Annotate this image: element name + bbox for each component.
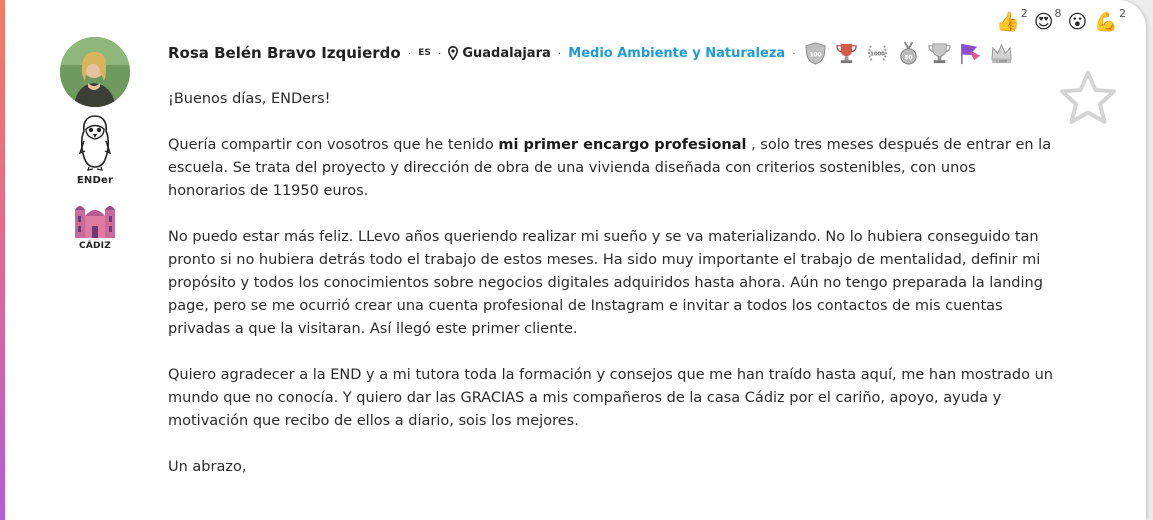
house-label: CÁDIZ — [79, 241, 111, 251]
reaction-heart-eyes[interactable] — [1033, 7, 1062, 34]
medal-list — [803, 41, 1014, 66]
svg-text:80: 80 — [904, 54, 913, 61]
flexed-biceps-icon: 💪 — [1094, 11, 1118, 33]
author-name[interactable]: Rosa Belén Bravo Izquierdo — [168, 44, 401, 62]
separator: · — [407, 46, 412, 60]
reaction-thumbs-up[interactable] — [996, 7, 1028, 34]
reaction-surprised[interactable] — [1068, 10, 1089, 34]
heart-eyes-icon: 😍 — [1033, 11, 1054, 33]
1000-laurel-icon[interactable] — [865, 41, 890, 66]
closing: Un abrazo, — [168, 459, 247, 475]
penguin-icon — [78, 113, 112, 171]
reaction-count: 8 — [1054, 7, 1062, 20]
medal-number-icon[interactable] — [896, 41, 921, 66]
paragraph-2: No puedo estar más feliz. LLevo años queriendo realizar mi sueño y se va materializando. No lo hubiera conseguido tan pronto si no hubiera detrás todo el trabajo de estos meses. Ha sido muy importante el trabajo de mentalidad, definir mi propósito y todos los conocimientos sobre negocios digitales adquiridos hasta ahora. Aún no tengo preparada la landing page, pero se me ocurrió crear una cuenta profesional de Instagram e invitar a todos los contactos de mis cuentas privadas a que la visitaran. Así llegó este primer cliente. — [168, 229, 1043, 337]
surprised-icon: 😮 — [1067, 11, 1088, 33]
category-link[interactable]: Medio Ambiente y Naturaleza — [568, 45, 786, 61]
100-shield-icon[interactable] — [803, 41, 828, 66]
paragraph-3: Quiero agradecer a la END y a mi tutora toda la formación y consejos que me han traído hasta aquí, me han mostrado un mundo que no conocía. Y quiero dar las GRACIAS a mis compañeros de la casa Cádiz por el cariño, apoyo, ayuda y motivación que recibo de ellos a diario, sois los mejores. — [168, 367, 1053, 429]
accent-bar — [0, 0, 5, 520]
reaction-count: 2 — [1119, 7, 1126, 20]
thumbs-up-icon: 👍 — [996, 11, 1020, 33]
crown-silver-icon[interactable] — [989, 41, 1014, 66]
rank-label: ENDer — [76, 175, 114, 186]
location — [448, 46, 550, 61]
city-name: Guadalajara — [462, 45, 551, 61]
flag-purple-icon[interactable] — [958, 41, 983, 66]
location-pin-icon — [448, 46, 458, 60]
separator: · — [437, 46, 442, 60]
paragraph-1-bold: mi primer encargo profesional — [498, 137, 747, 153]
post-body — [168, 88, 1053, 502]
post-header — [168, 40, 1014, 66]
language-badge: ES — [418, 48, 431, 58]
reaction-count: 2 — [1020, 7, 1028, 20]
separator: · — [557, 46, 562, 60]
rank-badge — [60, 113, 130, 186]
paragraph-1 — [168, 134, 1053, 203]
house-badge — [60, 200, 130, 251]
cathedral-icon — [73, 200, 117, 238]
trophy-silver-icon[interactable] — [927, 41, 952, 66]
avatar-photo — [60, 37, 130, 107]
reaction-flexed-biceps[interactable] — [1094, 7, 1126, 34]
svg-text:1.000€: 1.000€ — [995, 58, 1007, 63]
favorite-star-icon[interactable] — [1058, 70, 1118, 126]
trophy-red-icon[interactable] — [834, 41, 859, 66]
svg-text:1000: 1000 — [869, 50, 885, 57]
avatar[interactable] — [60, 37, 130, 107]
reaction-bar — [992, 7, 1126, 34]
paragraph-1-text: Quería compartir con vosotros que he tenido — [168, 137, 499, 153]
paragraph-1-rest: , solo tres meses después de entrar en la escuela. Se trata del proyecto y dirección de obra de una vivienda diseñada con criterios sostenibles, con unos honorarios de 11950 euros. — [168, 137, 1052, 199]
separator: · — [792, 46, 796, 60]
greeting: ¡Buenos días, ENDers! — [168, 91, 331, 107]
svg-text:100: 100 — [809, 51, 822, 58]
